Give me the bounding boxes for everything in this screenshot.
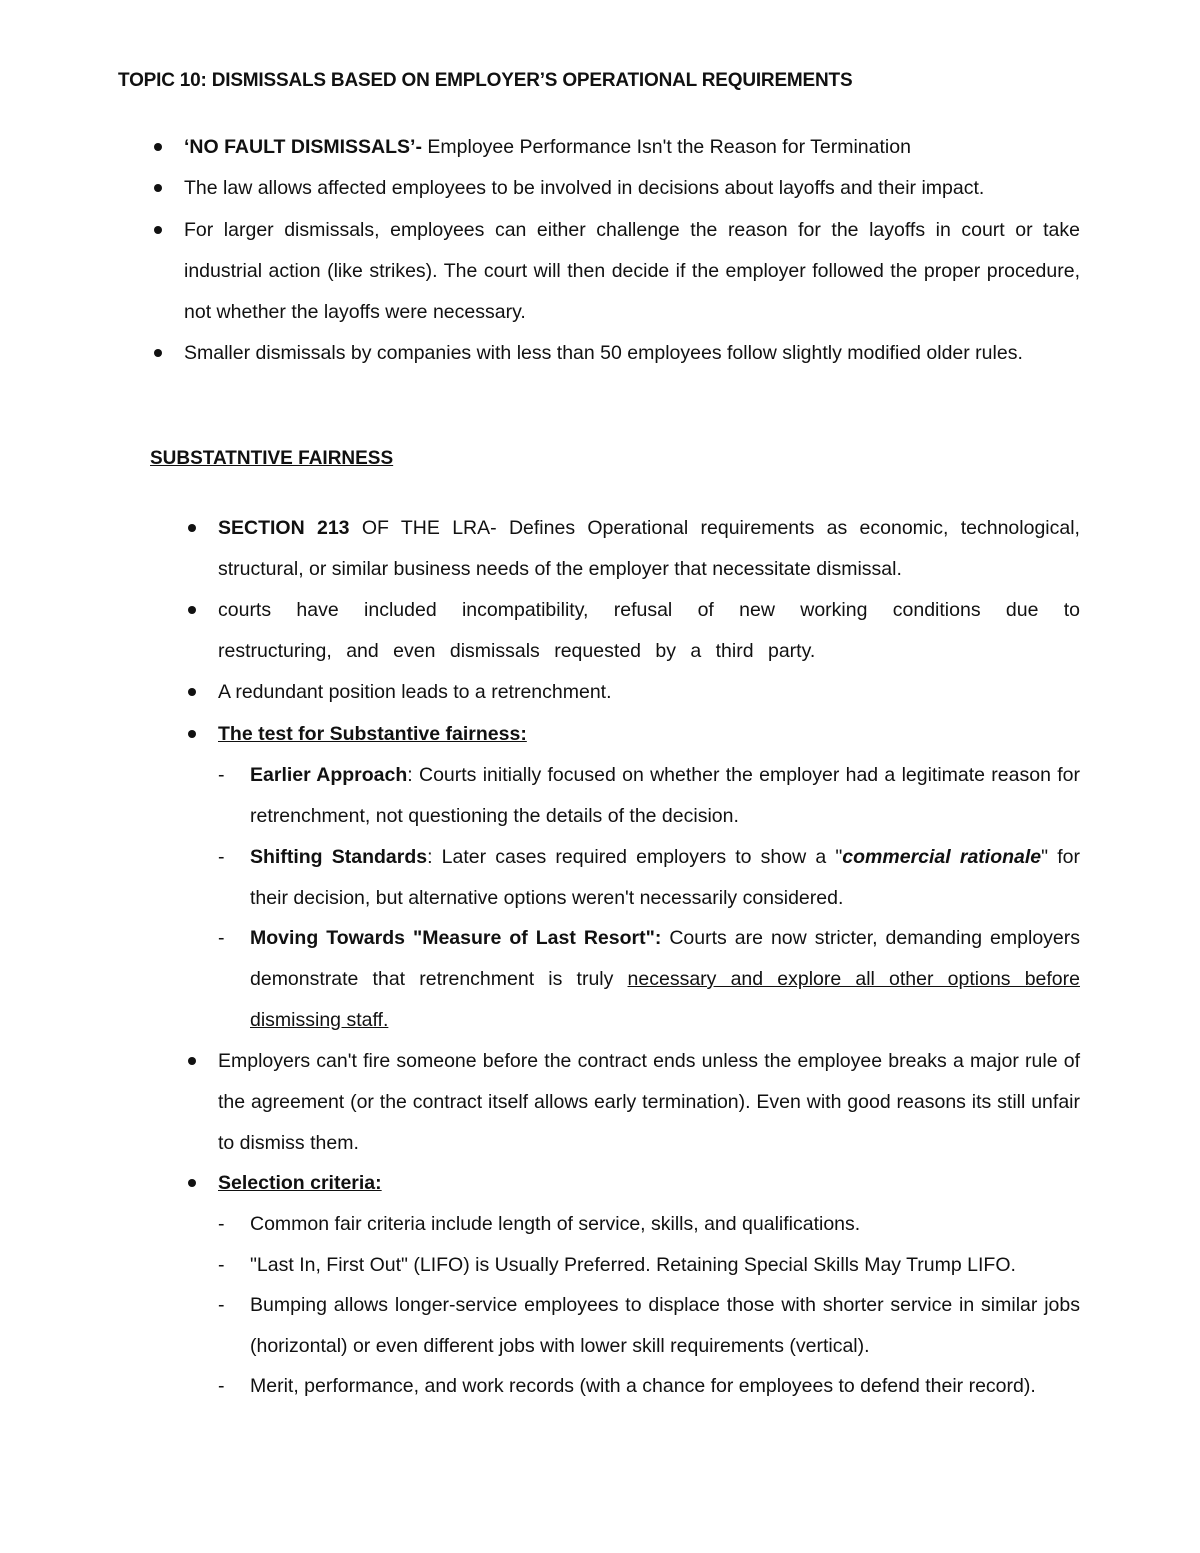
sub-item-text: - Bumping allows longer-service employees to displace those with shorter service in similar jobs (horizontal) or even different jobs with lower skill requirements (vertical). [250, 1285, 1080, 1367]
section-213-label: SECTION 213 [218, 517, 350, 539]
sub-list-item [250, 1204, 1080, 1245]
bullet-bold-label: ‘NO FAULT DISMISSALS’- [184, 136, 422, 158]
list-item [218, 590, 1080, 672]
sub-list-item [250, 1245, 1080, 1286]
bullet-text: Employee Performance Isn't the Reason for Termination [421, 136, 911, 158]
bullet-text: OF THE LRA- Defines Operational requirements as economic, technological, structural, or similar business needs of the employer that necessitate dismissal. [218, 517, 1080, 580]
underlined-text: necessary and explore all other options before dismissing staff. [250, 968, 1080, 1031]
sub-list-item [250, 1285, 1080, 1367]
list-item [218, 1163, 1080, 1204]
sub-item-text: : Later cases required employers to show a " [427, 846, 843, 868]
sub-list-item [250, 837, 1080, 919]
list-item [218, 714, 1080, 755]
document-title: TOPIC 10: DISMISSALS BASED ON EMPLOYER’S OPERATIONAL REQUIREMENTS [118, 70, 853, 91]
sub-item-text: Courts are now stricter, demanding employers demonstrate that retrenchment is truly [250, 927, 1080, 990]
sub-item-text: - "Last In, First Out" (LIFO) is Usually Preferred. Retaining Special Skills May Trump LIFO. [250, 1245, 1080, 1286]
list-item [184, 168, 1080, 209]
bullet-text: For larger dismissals, employees can either challenge the reason for the layoffs in court or take industrial action (like strikes). The court will then decide if the employer followed the proper procedure, not whether the layoffs were necessary. [184, 210, 1080, 333]
sub-list-item [250, 755, 1080, 837]
list-item [184, 127, 1080, 168]
sub-item-label: Moving Towards "Measure of Last Resort": [250, 927, 662, 949]
sub-item-text: - Merit, performance, and work records (with a chance for employees to defend their record). [250, 1366, 1080, 1407]
sub-item-label: Earlier Approach [250, 764, 408, 786]
sub-item-text: " for their decision, but alternative options weren't necessarily considered. [250, 846, 1080, 909]
sub-item-text: : Courts initially focused on whether the employer had a legitimate reason for retrenchment, not questioning the details of the decision. [250, 764, 1080, 827]
test-heading: The test for Substantive fairness: [218, 714, 1080, 755]
list-item [218, 508, 1080, 590]
bullet-text: Employers can't fire someone before the contract ends unless the employee breaks a major rule of the agreement (or the contract itself allows early termination). Even with good reasons its still unfair to dismiss them. [218, 1041, 1080, 1164]
sub-item-label: Shifting Standards [250, 846, 428, 868]
emphasis-text: commercial rationale [842, 846, 1042, 868]
list-item [184, 210, 1080, 333]
bullet-text: The law allows affected employees to be involved in decisions about layoffs and their impact. [184, 168, 1080, 209]
selection-heading: Selection criteria: [218, 1163, 1080, 1204]
bullet-text: Smaller dismissals by companies with less than 50 employees follow slightly modified older rules. [184, 333, 1080, 374]
section-heading: SUBSTATNTIVE FAIRNESS [150, 448, 394, 469]
list-item [218, 1041, 1080, 1164]
list-item [184, 333, 1080, 374]
sub-list-item [250, 1366, 1080, 1407]
sub-item-text: - Common fair criteria include length of service, skills, and qualifications. [250, 1204, 1080, 1245]
sub-list-item [250, 918, 1080, 1041]
bullet-text: courts have included incompatibility, refusal of new working conditions due to restructuring, and even dismissals requested by a third party. [218, 590, 1080, 672]
bullet-text: A redundant position leads to a retrenchment. [218, 672, 1080, 713]
list-item [218, 672, 1080, 713]
